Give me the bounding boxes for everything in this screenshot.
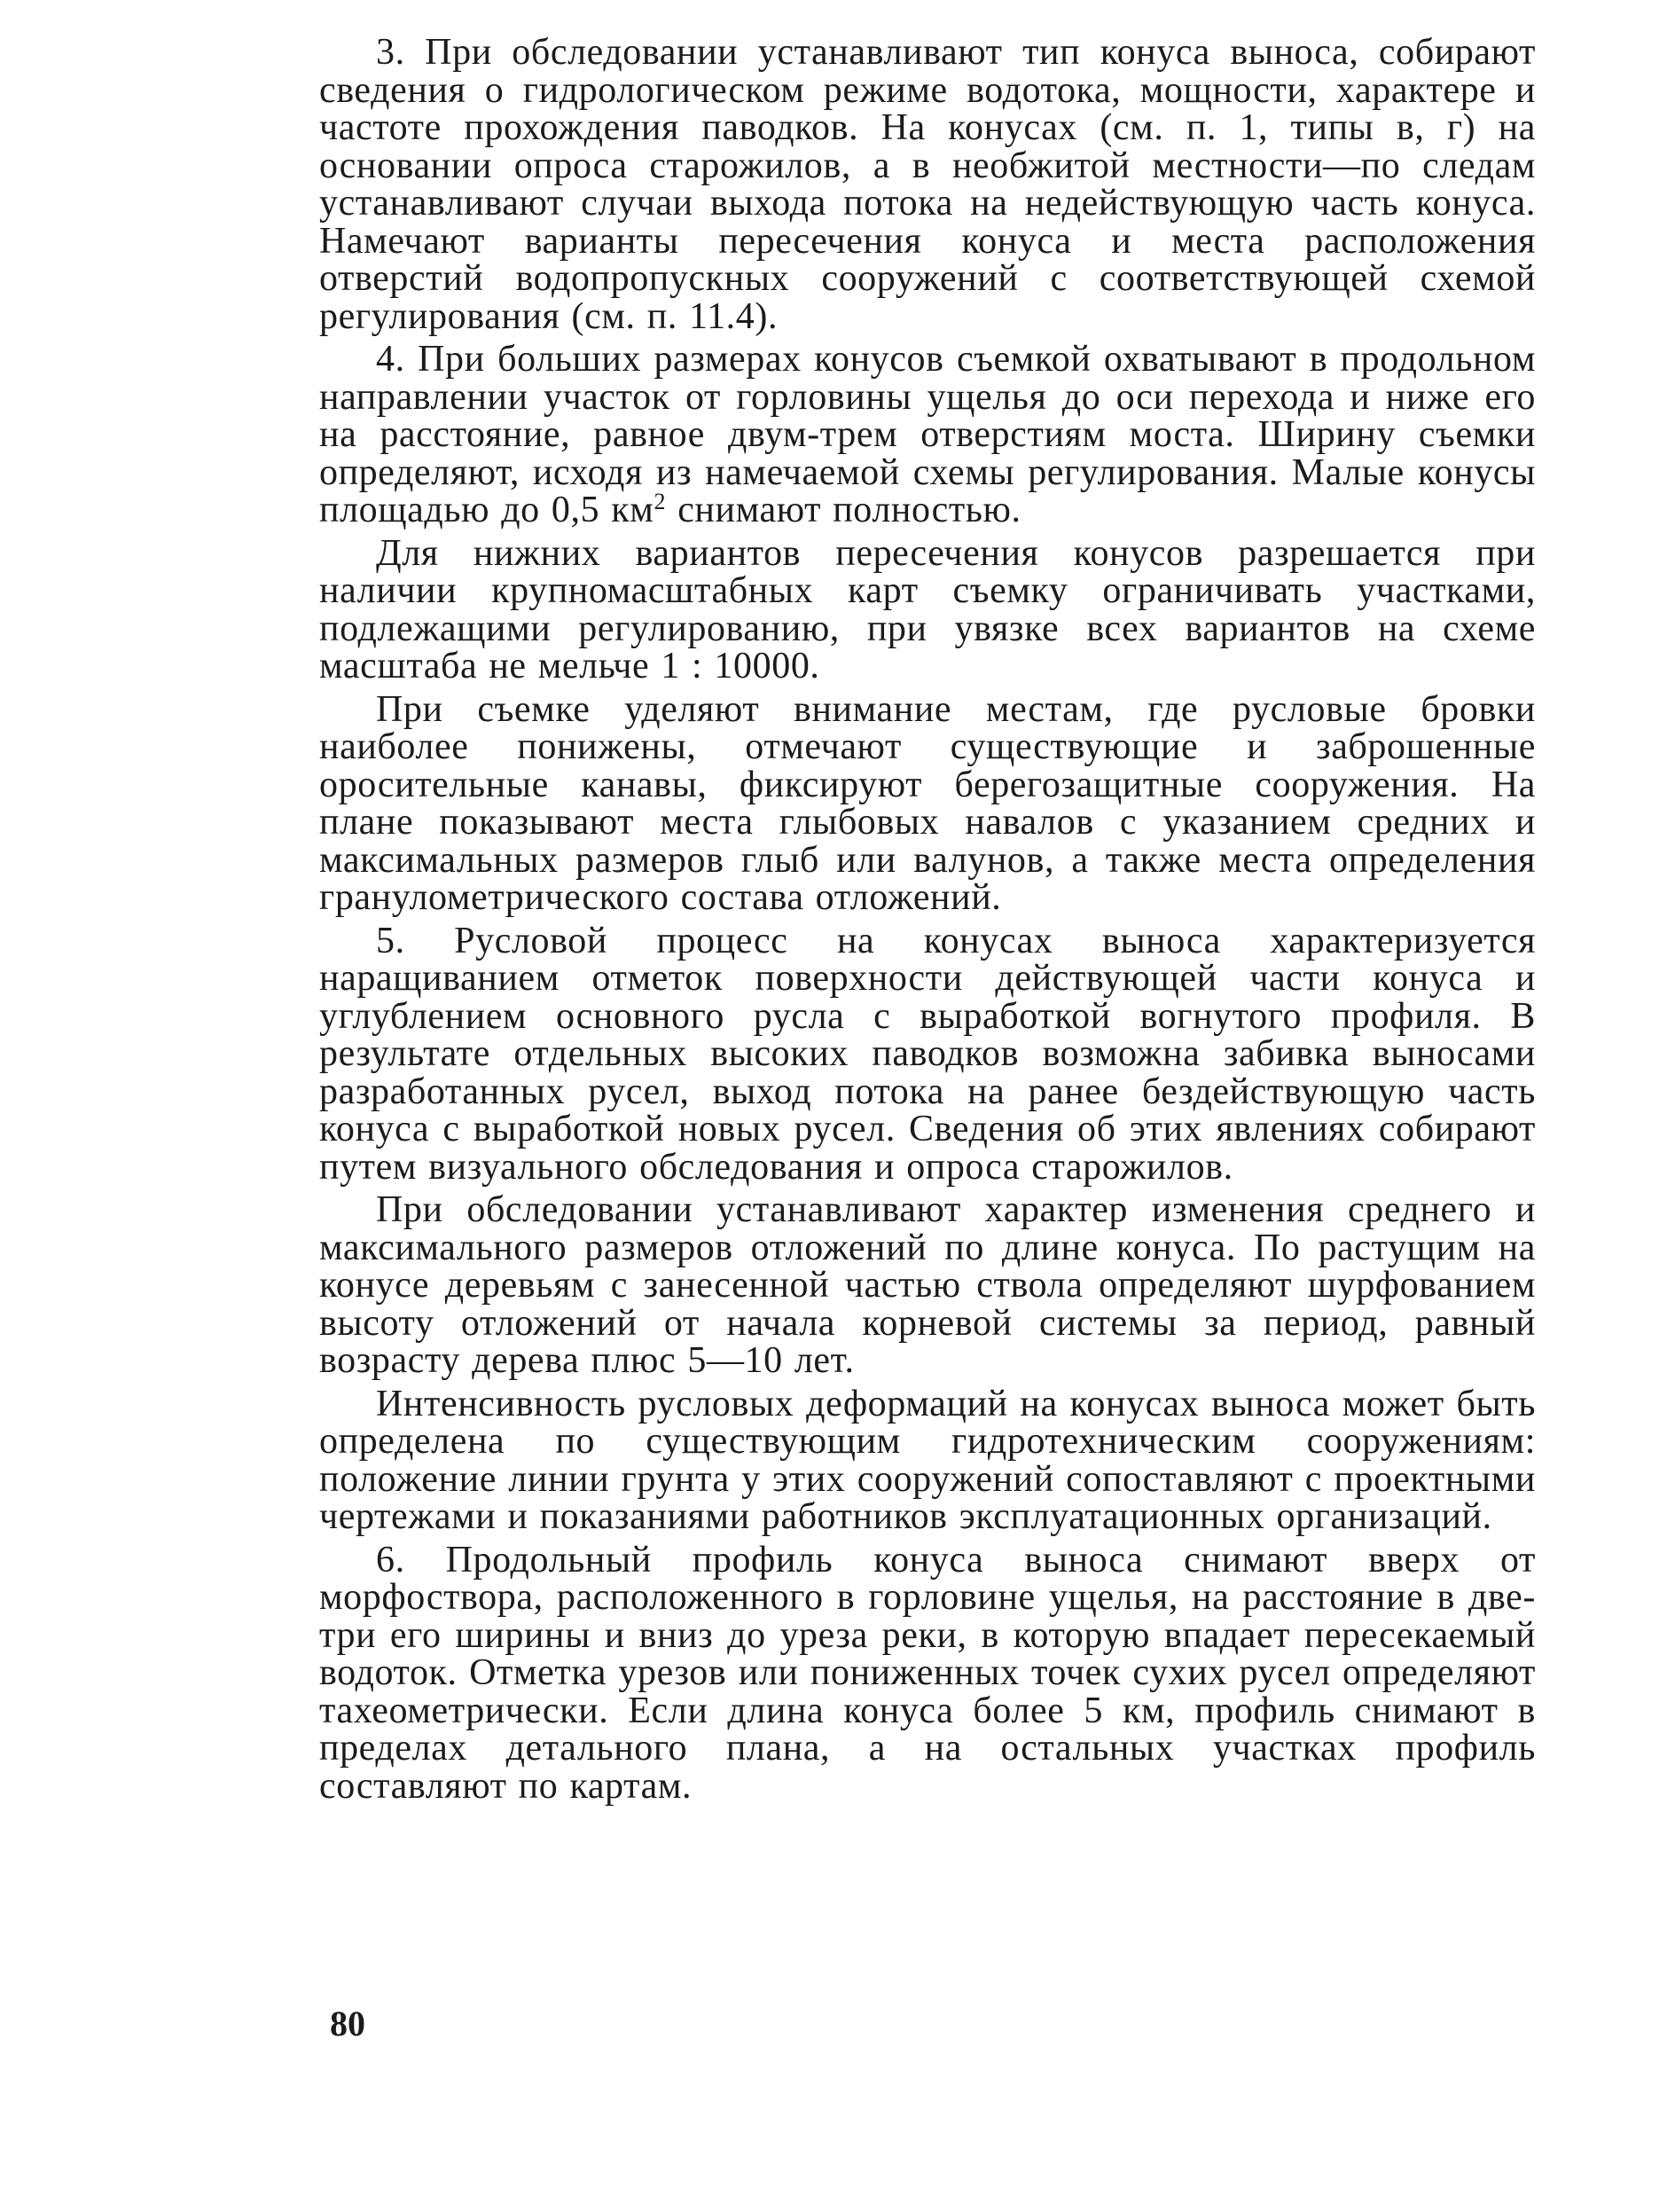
paragraph-5-channel-process: 5. Русловой процесс на конусах выноса характеризуется наращиванием отметок поверхности действующей части конуса и углублением основного русла с выработкой вогнутого профиля. В результате отдельных высоких паводков возможна забивка выносами разработанных русел, выход потока на ранее бездействующую часть конуса с выработкой новых русел. Сведения об этих явлениях собирают путем визуального обследования и опроса старожилов. — [319, 920, 1536, 1188]
paragraph-4-text: 4. При больших размерах конусов съемкой охватывают в продольном направлении участок от горловины ущелья до оси перехода и ниже его на расстояние, равное двум-трем отверстиям моста. Ширину съемки определяют, исходя из намечаемой схемы регулирования. Малые конусы площадью до 0,5 км — [319, 339, 1536, 530]
paragraph-lower-variants: Для нижних вариантов пересечения конусов разрешается при наличии крупномасштабных карт съемку ограничивать участками, подлежащими регулированию, при увязке всех вариантов на схеме масштаба не мельче 1 : 10000. — [319, 532, 1536, 686]
paragraph-survey-attention: При съемке уделяют внимание местам, где русловые бровки наиболее понижены, отмечают существующие и заброшенные оросительные канавы, фиксируют берегозащитные сооружения. На плане показывают места глыбовых навалов с указанием средних и максимальных размеров глыб или валунов, а также места определения гранулометрического состава отложений. — [319, 688, 1536, 918]
page-number: 80 — [330, 2004, 365, 2043]
paragraph-deposits-size: При обследовании устанавливают характер изменения среднего и максимального размеров отложений по длине конуса. По растущим на конусе деревьям с занесенной частью ствола определяют шурфованием высоту отложений от начала корневой системы за период, равный возрасту дерева плюс 5—10 лет. — [319, 1189, 1536, 1381]
paragraph-3-survey-type: 3. При обследовании устанавливают тип конуса выноса, собирают сведения о гидрологическом режиме водотока, мощности, характере и частоте прохождения паводков. На конусах (см. п. 1, типы в, г) на основании опроса старожилов, а в необжитой местности—по следам устанавливают случаи выхода потока на недействующую часть конуса. Намечают варианты пересечения конуса и места расположения отверстий водопропускных сооружений с соответствующей схемой регулирования (см. п. 11.4). — [319, 32, 1536, 337]
page-body — [319, 34, 1536, 1810]
paragraph-deformation-intensity: Интенсивность русловых деформаций на конусах выноса может быть определена по существующим гидротехническим сооружениям: положение линии грунта у этих сооружений сопоставляют с проектными чертежами и показаниями работников эксплуатационных организаций. — [319, 1383, 1536, 1537]
paragraph-4-large-cones — [319, 341, 1536, 529]
paragraph-4-tail: снимают полностью. — [666, 490, 1021, 530]
superscript-2: 2 — [654, 489, 667, 514]
paragraph-6-longitudinal-profile: 6. Продольный профиль конуса выноса снимают вверх от морфоствора, расположенного в горловине ущелья, на расстояние в две-три его ширины и вниз до уреза реки, в которую впадает пересекаемый водоток. Отметка урезов или пониженных точек сухих русел определяют тахеометрически. Если длина конуса более 5 км, профиль снимают в пределах детального плана, а на остальных участках профиль составляют по картам. — [319, 1539, 1536, 1807]
